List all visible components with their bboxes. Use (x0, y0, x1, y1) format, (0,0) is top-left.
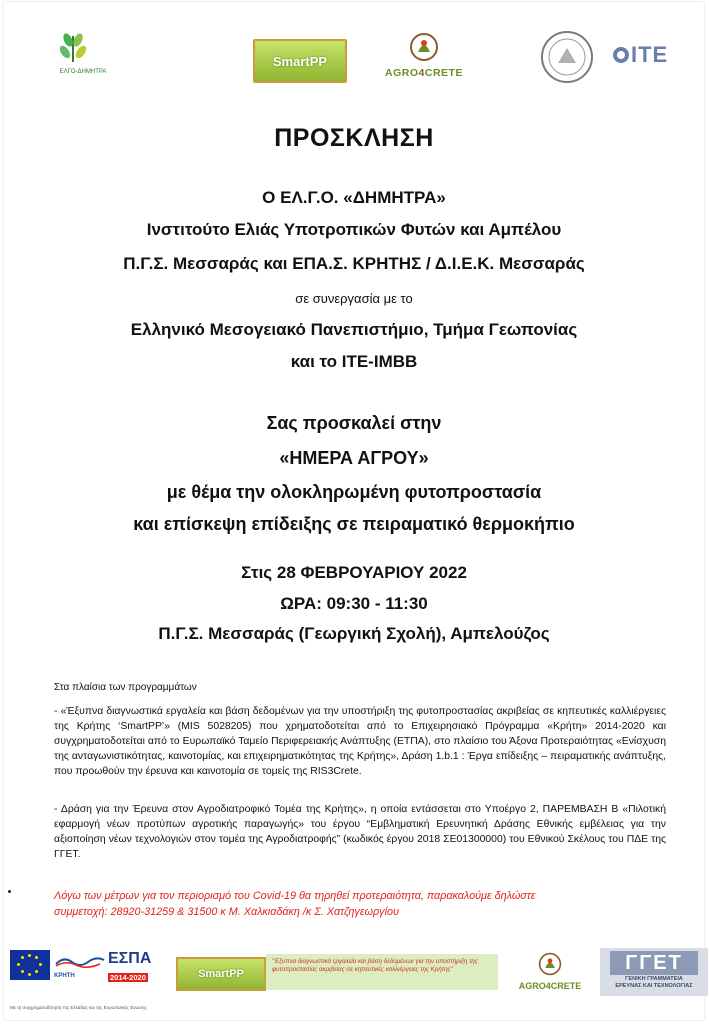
espa-logo (108, 950, 164, 986)
partner-line-1: Ελληνικό Μεσογειακό Πανεπιστήμιο, Τμήμα Γεωπονίας (130, 320, 578, 339)
invite-line-1: Σας προσκαλεί στην (266, 413, 442, 433)
invitation-document (4, 2, 704, 1020)
agro4crete-logo (376, 32, 472, 84)
footer-smartpp-logo: SmartPP (176, 957, 266, 991)
wheat-plant-icon (52, 28, 94, 64)
gget-line-1: ΓΕΝΙΚΗ ΓΡΑΜΜΑΤΕΙΑ (625, 976, 683, 982)
krhth-text: ΚΡΗΤΗ (54, 973, 75, 979)
event-topic-line-1: με θέμα την ολοκληρωμένη φυτοπροστασία (166, 482, 542, 502)
ite-circle-icon (613, 47, 629, 63)
covid-notice-line-2: συμμετοχή: 28920-31259 & 31500 κ Μ. Χαλκιαδάκη /κ Σ. Χατζηγεωργίου (54, 906, 399, 918)
bullet-mark (8, 890, 11, 893)
gget-logo (600, 948, 708, 996)
page-title: ΠΡΟΣΚΛΗΣΗ (274, 124, 434, 152)
organizer-line-3: Π.Γ.Σ. Μεσσαράς και ΕΠΑ.Σ. ΚΡΗΤΗΣ / Δ.Ι.Ε.Κ. Μεσσαράς (123, 254, 585, 273)
ite-logo (613, 40, 671, 70)
footer-agro-circle-icon (538, 952, 562, 976)
event-name: «ΗΜΕΡΑ ΑΓΡΟΥ» (279, 448, 429, 468)
program-item-1-text: - «Έξυπνα διαγνωστικά εργαλεία και βάση δεδομένων για την υποστήριξη της φυτοπροστασίας ακριβείας σε κηπευτικές καλλιέργειες της Κρήτης ‘SmartPP’» (MIS 5028205) που χρηματοδοτείται από το Επιχειρησιακό Πρόγραμμα «Κρήτη» 2014-2020 και συγχρηματοδοτείται από το Ευρωπαϊκό Ταμείο Περιφερειακής Ανάπτυξης (ΕΤΠΑ), στο πλαίσιο του Άξονα Προτεραιότητας «Ενίσχυση της ανταγωνιστικότητας, καινοτομίας, και επιχειρηματικότητας της Κρήτης», Δράση 1.b.1 : Έργα επίδειξης – πειραματικής ανάπτυξης, που προωθούν την έρευνα και καινοτομία σε τομείς της RIS3Crete. (54, 706, 666, 777)
agro-circle-icon (409, 32, 439, 62)
programs-intro: Στα πλαίσια των προγραμμάτων (54, 682, 197, 693)
covid-notice (54, 888, 666, 920)
gget-text: ΓΓΕΤ (610, 951, 698, 975)
cooperation-text: σε συνεργασία με το (295, 291, 413, 306)
seal-icon (540, 30, 594, 84)
krhth-region-logo (54, 954, 106, 978)
smartpp-logo: SmartPP (253, 39, 347, 83)
project-banner: "Έξυπνα διαγνωστικά εργαλεία και βάση δεδομένων για την υποστήριξη της φυτοπροστασίας ακριβείας σε κηπευτικές καλλιέργειες της Κρήτης" (266, 954, 498, 990)
event-date: Στις 28 ΦΕΒΡΟΥΑΡΙΟΥ 2022 (241, 563, 467, 582)
elgo-logo-text: ΕΛΓΟ-ΔΗΜΗΤΡΑ (59, 69, 107, 75)
footer-agro-text: AGRO4CRETE (518, 981, 582, 991)
espa-text: ΕΣΠΑ (108, 950, 152, 967)
elgo-dimitra-logo (52, 28, 114, 88)
event-place: Π.Γ.Σ. Μεσσαράς (Γεωργική Σχολή), Αμπελούζος (158, 624, 550, 643)
eu-flag-logo (10, 950, 50, 980)
event-time: ΩΡΑ: 09:30 - 11:30 (280, 594, 428, 613)
ite-logo-text: ITE (631, 42, 669, 67)
organizer-line-1: Ο ΕΛ.Γ.Ο. «ΔΗΜΗΤΡΑ» (262, 188, 446, 207)
eu-caption: Με τη συγχρηματοδότηση της Ελλάδας και της Ευρωπαϊκής Ένωσης (10, 1005, 147, 1010)
university-seal-logo (540, 30, 594, 84)
krhth-wave-icon (54, 954, 106, 968)
espa-years: 2014-2020 (110, 973, 146, 982)
partner-line-2: και το ΙΤΕ-ΙΜΒΒ (290, 352, 418, 371)
agro-logo-text: AGRO4CRETE (385, 67, 463, 79)
covid-notice-line-1: Λόγω των μέτρων για τον περιορισμό του Covid-19 θα τηρηθεί προτεραιότητα, παρακαλούμε δηλώστε (54, 890, 536, 902)
program-item-1 (54, 704, 666, 779)
program-item-2-text: - Δράση για την Έρευνα στον Αγροδιατροφικό Τομέα της Κρήτης», η οποία εντάσσεται στο Υποέργο 2, ΠΑΡΕΜΒΑΣΗ Β «Πιλοτική εφαρμογή νέων προτύπων αγροτικής παραγωγής» του έργου “Εμβληματική Ερευνητική Δράσης Εθνικής εμβέλειας για την αξιοποίηση νέων τεχνολογιών στον τομέα της Αγροδιατροφής” (κωδικός έργου 2018 ΣΕ01300000) του Εθνικού Σκέλους του ΠΔΕ της ΓΓΕΤ. (54, 804, 666, 860)
gget-line-2: ΕΡΕΥΝΑΣ ΚΑΙ ΤΕΧΝΟΛΟΓΙΑΣ (615, 983, 693, 989)
organizer-line-2: Ινστιτούτο Ελιάς Υποτροπικών Φυτών και Αμπέλου (146, 220, 562, 239)
program-item-2 (54, 802, 666, 862)
event-topic-line-2: και επίσκεψη επίδειξης σε πειραματικό θερμοκήπιο (133, 514, 575, 534)
footer-agro4crete-logo (510, 952, 590, 996)
